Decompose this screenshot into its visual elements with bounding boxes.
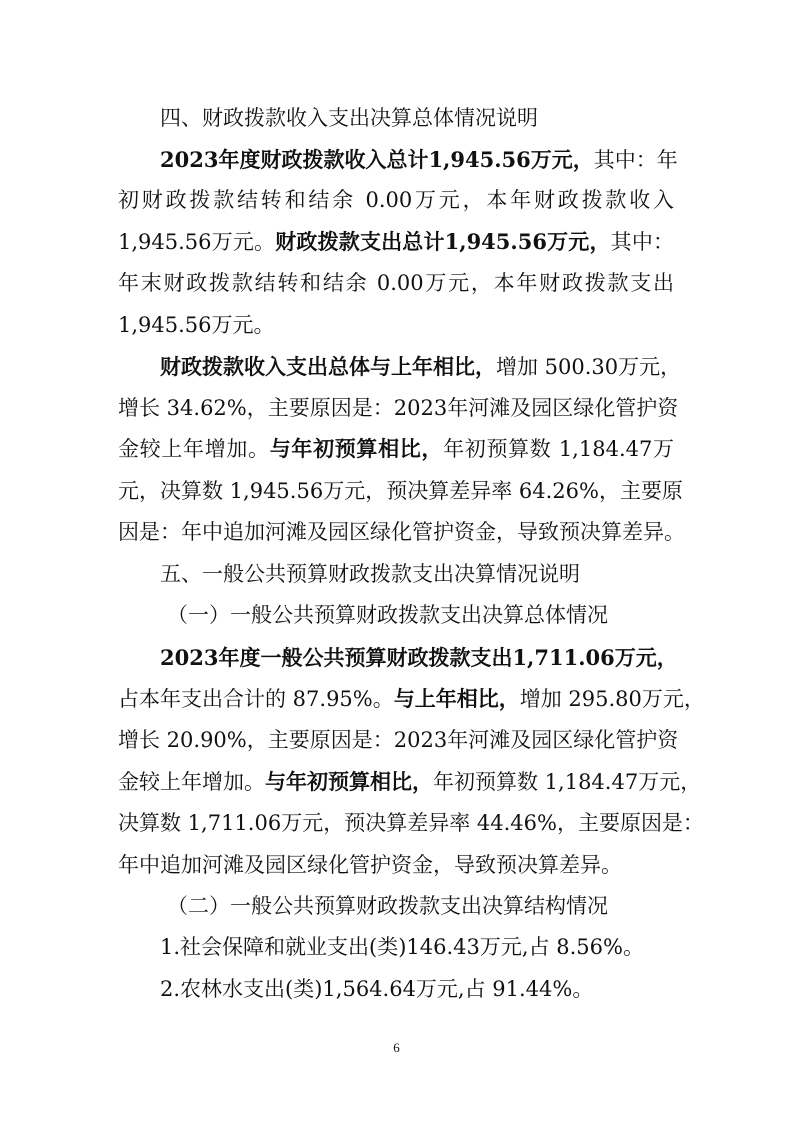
s4-p2-line3 (118, 434, 674, 464)
s5-p1-l2-bold: 与上年相比， (393, 686, 520, 711)
s4-p1-line1 (160, 145, 678, 175)
s5-p1-l1-bold: 2023年度一般公共预算财政拨款支出1,711.06万元， (160, 645, 678, 670)
section-5-sub1-heading: （一）一般公共预算财政拨款支出决算总体情况 (167, 603, 608, 627)
s5-p1-line1 (160, 643, 678, 673)
s4-p1-line3 (118, 227, 674, 257)
s4-p1-line2: 初财政拨款结转和结余 0.00万元，本年财政拨款收入 (118, 188, 674, 212)
s4-p2-line1 (160, 352, 682, 382)
section-4-heading: 四、财政拨款收入支出决算总体情况说明 (160, 106, 538, 130)
s4-p2-l1-rest: 增加 500.30万元， (496, 355, 682, 379)
s4-p2-l1-bold: 财政拨款收入支出总体与上年相比， (160, 354, 496, 379)
s4-p2-line4: 元，决算数 1,945.56万元，预决算差异率 64.26%，主要原 (118, 479, 683, 503)
s4-p1-line5: 1,945.56万元。 (118, 313, 275, 337)
s4-p1-l3-bold: 财政拨款支出总计1,945.56万元， (275, 229, 611, 254)
page-number: 6 (393, 1040, 400, 1055)
s4-p2-l3-bold: 与年初预算相比， (269, 436, 444, 461)
s4-p1-line4: 年末财政拨款结转和结余 0.00万元，本年财政拨款支出 (118, 271, 674, 295)
list-item: 2.农林水支出(类)1,564.64万元,占 91.44%。 (160, 977, 594, 1001)
list-item: 1.社会保障和就业支出(类)146.43万元,占 8.56%。 (160, 935, 644, 959)
s4-p1-l3-tail: 其中： (610, 230, 675, 254)
s4-p2-line5: 因是：年中追加河滩及园区绿化管护资金，导致预决算差异。 (118, 520, 685, 544)
s5-p1-l4-bold: 与年初预算相比， (265, 769, 433, 794)
section-5-heading: 五、一般公共预算财政拨款支出决算情况说明 (160, 562, 580, 586)
s4-p1-l1-rest: 其中：年 (593, 148, 678, 172)
s4-p1-l1-bold: 2023年度财政拨款收入总计1,945.56万元， (160, 147, 594, 172)
s5-p1-line4 (118, 767, 702, 797)
s5-p1-l2-tail: 增加 295.80万元， (519, 687, 705, 711)
s5-p1-line5: 决算数 1,711.06万元，预决算差异率 44.46%，主要原因是： (118, 811, 704, 835)
s4-p2-line2: 增长 34.62%，主要原因是：2023年河滩及园区绿化管护资 (118, 396, 679, 420)
s5-p1-l4-rest: 金较上年增加。 (118, 770, 265, 794)
s4-p2-l3-rest: 金较上年增加。 (118, 437, 270, 461)
s4-p1-l3-rest: 1,945.56万元。 (118, 230, 276, 254)
s5-p1-line2 (118, 684, 705, 714)
section-5-sub2-heading: （二）一般公共预算财政拨款支出决算结构情况 (167, 894, 608, 918)
s5-p1-l2-rest: 占本年支出合计的 87.95%。 (118, 687, 394, 711)
s5-p1-line6: 年中追加河滩及园区绿化管护资金，导致预决算差异。 (118, 853, 622, 877)
s4-p2-l3-tail: 年初预算数 1,184.47万 (443, 437, 675, 461)
s5-p1-l4-tail: 年初预算数 1,184.47万元， (433, 770, 702, 794)
s5-p1-line3: 增长 20.90%，主要原因是：2023年河滩及园区绿化管护资 (118, 728, 679, 752)
